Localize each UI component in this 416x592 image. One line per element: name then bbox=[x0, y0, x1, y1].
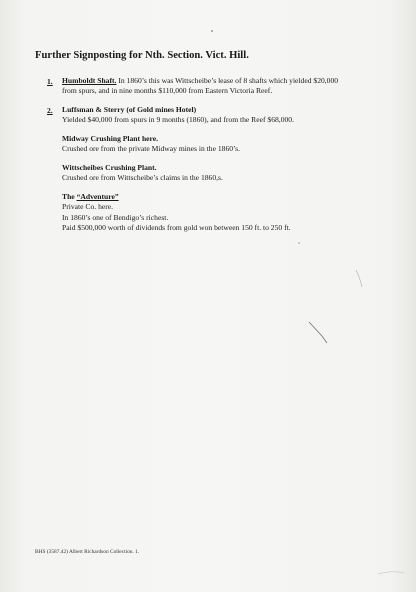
item-text: Crushed ore from Wittscheibe’s claims in the 1860,s. bbox=[62, 173, 223, 183]
item-text: Private Co. here. bbox=[62, 202, 114, 212]
page-title: Further Signposting for Nth. Section. Vict. Hill. bbox=[35, 50, 249, 61]
item-heading-name: “Adventure” bbox=[76, 192, 119, 201]
scratch-mark bbox=[378, 572, 404, 574]
item-text: from spurs, and in nine months $110,000 from Eastern Victoria Reef. bbox=[62, 86, 273, 96]
item-number-1: 1. bbox=[47, 77, 53, 86]
item-text: Crushed ore from the private Midway mines in the 1860’s. bbox=[62, 144, 240, 154]
item-text: In 1860’s this was Wittscheibe’s lease of 8 shafts which yielded $20,000 bbox=[116, 76, 339, 85]
item-text: In 1860’s one of Bendigo’s richest. bbox=[62, 212, 169, 222]
scratch-mark bbox=[356, 270, 362, 287]
speck-mark bbox=[298, 242, 300, 244]
speck-mark bbox=[211, 30, 213, 32]
item-heading: Luffsman & Sterry (of Gold mines Hotel) bbox=[62, 105, 197, 114]
item-heading: Wittscheibes Crushing Plant. bbox=[62, 163, 157, 172]
scratch-mark bbox=[309, 322, 327, 343]
item-heading: Humboldt Shaft. bbox=[62, 76, 117, 85]
item-heading-prefix: The bbox=[62, 192, 77, 201]
item-heading: Midway Crushing Plant here. bbox=[62, 134, 159, 143]
footer-reference: BHS (3587.42) Albert Richardson Collection. 1. bbox=[35, 549, 140, 555]
item-text: Yielded $40,000 from spurs in 9 months (1860), and from the Reef $68,000. bbox=[62, 115, 294, 125]
item-text: Paid $500,000 worth of dividends from gold won between 150 ft. to 250 ft. bbox=[62, 223, 291, 233]
item-number-2: 2. bbox=[47, 106, 53, 115]
